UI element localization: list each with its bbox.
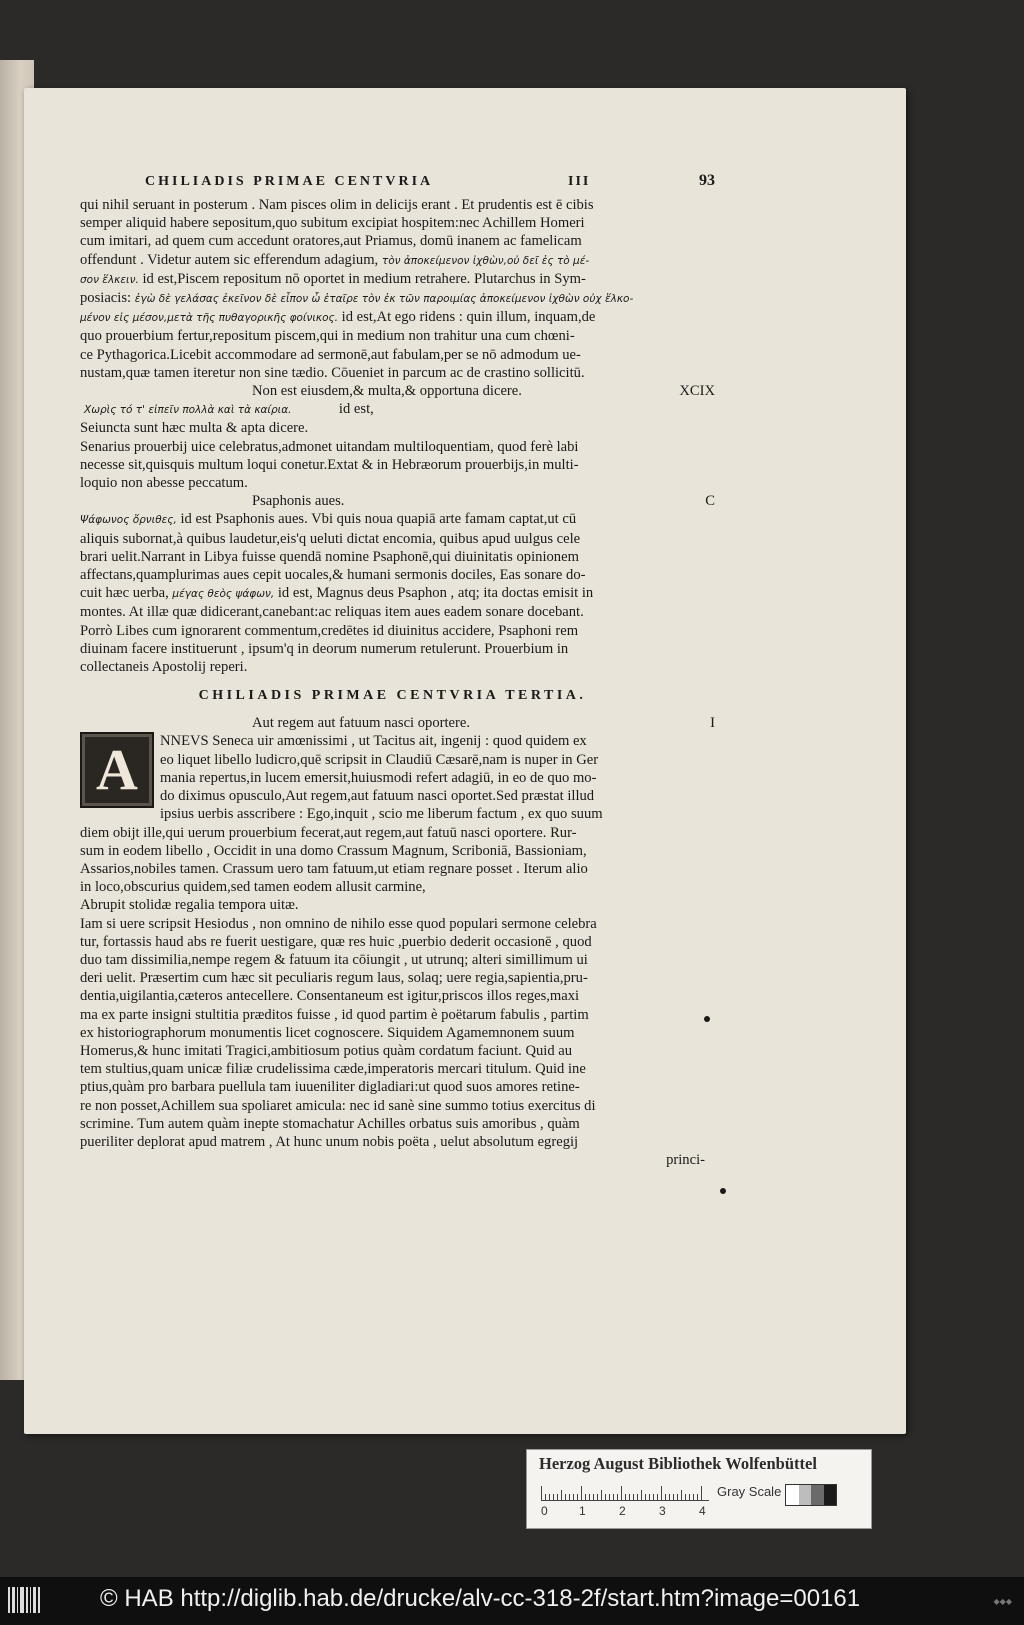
ruler-number: 1 (579, 1504, 586, 1518)
running-head-century-number: III (568, 174, 591, 189)
ruler-tick (673, 1494, 674, 1500)
gray-swatch-cell (811, 1485, 824, 1505)
ruler-tick (685, 1494, 686, 1500)
footer-marker: ◆◆◆ (993, 1597, 1012, 1606)
text-line: Porrò Libes cum ignorarent commentum,credētes id diuinitus accidere, Psaphoni rem (80, 622, 579, 639)
greek-quote: τὸν ἀποκείμενον ἰχθὼν,οὐ δεῖ ἐς τὸ μέ- (381, 254, 590, 267)
ruler-tick (669, 1494, 670, 1500)
text-line (80, 289, 715, 308)
text-span: id est, Magnus deus Psaphon , atq; ita doctas emisit in (274, 585, 594, 602)
text-line: Homerus,& hunc imitati Tragici,ambitiosum potius quàm cordatum faciunt. Quid au (80, 1042, 573, 1059)
copyright-url[interactable]: © HAB http://diglib.hab.de/drucke/alv-cc-318-2f/start.htm?image=00161 (100, 1585, 861, 1612)
text-line: sum in eodem libello , Occidit in una domo Crassum Magnum, Scriboniā, Bassioniam, (80, 842, 587, 859)
ruler-tick (601, 1490, 602, 1500)
ruler-tick (565, 1494, 566, 1500)
ruler-tick (697, 1494, 698, 1500)
ruler-number: 2 (619, 1504, 626, 1518)
section-title: CHILIADIS PRIMAE CENTVRIA TERTIA. (198, 688, 587, 704)
ruler-tick (621, 1486, 622, 1500)
ruler-tick (569, 1494, 570, 1500)
text-span: cuit hæc uerba, (80, 585, 169, 602)
text-line: deri uelit. Præsertim cum hæc sit peculiaris regum laus, solaq; uere regia,sapientia,pru- (80, 970, 588, 987)
ruler-tick (677, 1494, 678, 1500)
ruler-tick (701, 1486, 702, 1500)
ruler-tick (597, 1494, 598, 1500)
text-line: scrimine. Tum autem quàm inepte stomachatur Achilles orbatus suis amoribus , quàm (80, 1115, 580, 1132)
text-line: diuinam facere instituerunt , ipsum'q in deorum numerum retulerunt. Prouerbium in (80, 640, 569, 657)
verse-line: Abrupit stolidæ regalia tempora uitæ. (80, 897, 299, 914)
ruler-tick (689, 1494, 690, 1500)
ruler-tick (641, 1490, 642, 1500)
text-line: montes. At illæ quæ didicerant,canebant:ac reliquas item aues eadem sonare docebant. (80, 604, 584, 621)
text-line (80, 584, 715, 603)
running-head-title: CHILIADIS PRIMAE CENTVRIA (145, 174, 434, 189)
text-line: ma ex parte insigni stultitia præditos fuisse , id quod partim è poëtarum fabulis , partim (80, 1006, 589, 1023)
gray-scale-label: Gray Scale (717, 1484, 782, 1499)
text-line: re non posset,Achillem sua spoliaret amicula: nec id sanè sine summo totius exercitus di (80, 1097, 596, 1114)
text-line (80, 510, 715, 529)
text-line: NNEVS Seneca uir amœnissimi , ut Tacitus ait, ingenij : quod quidem ex (160, 733, 587, 750)
ruler-tick (557, 1494, 558, 1500)
text-line: loquio non abesse peccatum. (80, 475, 248, 492)
text-line: cum imitari, ad quem cum accedunt oratores,aut Priamus, domū inanem ac famelicam (80, 233, 582, 250)
text-line: Assarios,nobiles tamen. Crassum uero tam fatuum,ut etiam regnare posset . Iterum alio (80, 860, 588, 877)
text-line: pueriliter deplorat apud matrem , At hunc unum nobis poëta , uelut absolutum egregij (80, 1133, 579, 1150)
ruler-tick (613, 1494, 614, 1500)
text-line: tur, fortassis haud abs re fuerit uestigare, quæ res huic ,puerbio dederit occasionē , quod (80, 933, 592, 950)
ruler-tick (573, 1494, 574, 1500)
greek-quote: μένον εἰς μέσον,μετὰ τῆς πυθαγορικῆς φοίνικος. (80, 312, 339, 325)
catchword: princi- (666, 1152, 705, 1169)
barcode-icon (8, 1587, 42, 1613)
adage-heading (80, 714, 715, 732)
ruler-tick (541, 1486, 542, 1500)
ruler-number: 3 (659, 1504, 666, 1518)
ruler-tick (633, 1494, 634, 1500)
adage-title: Aut regem aut fatuum nasci oportere. (252, 715, 471, 732)
ruler-number: 0 (541, 1504, 548, 1518)
adage-heading (80, 382, 715, 400)
greek-quote: σον ἕλκειν. (80, 273, 139, 286)
ruler-tick (605, 1494, 606, 1500)
text-line: quo prouerbium fertur,repositum piscem,qui in medium non trahitur una cum chœni- (80, 328, 575, 345)
text-line: ipsius uerbis asscribere : Ego,inquit , scio me liberum factum , ex quo suum (160, 806, 603, 823)
ruler-tick (649, 1494, 650, 1500)
adage-numeral: I (710, 715, 715, 732)
paper-hole (720, 1188, 726, 1194)
gray-swatch-cell (824, 1485, 837, 1505)
ruler-number: 4 (699, 1504, 706, 1518)
drop-cap-paragraph (80, 732, 715, 823)
measurement-ruler (541, 1480, 709, 1501)
adage-numeral: C (705, 493, 715, 510)
adage-title: Psaphonis aues. (252, 493, 345, 510)
text-line: semper aliquid habere sepositum,quo subitum excipiat hospitem:nec Achillem Homeri (80, 215, 585, 232)
text-line (80, 400, 715, 419)
library-name: Herzog August Bibliothek Wolfenbüttel (539, 1454, 817, 1473)
text-line: brari uelit.Narrant in Libya fuisse quendā nomine Psaphonē,qui diuinitatis opinionem (80, 548, 579, 565)
text-line: Senarius prouerbij uice celebratus,admonet uitandam multiloquentiam, quod ferè labi (80, 438, 579, 455)
text-line (80, 308, 715, 327)
decorated-initial: A (80, 732, 154, 808)
text-line: mania repertus,in lucem emersit,huiusmodi refert adagiū, in eo de quo mo- (160, 769, 597, 786)
text-span: id est,At ego ridens : quin illum, inquam,de (338, 309, 596, 326)
ruler-tick (637, 1494, 638, 1500)
book-page (24, 88, 906, 1434)
text-line (80, 270, 715, 289)
text-line: ex historiographorum monumentis licet cognoscere. Siquidem Agamemnonem suum (80, 1024, 575, 1041)
text-line: tem stultius,quam unicæ filiæ crudelissima cæde,imperatoris mercari titulum. Quid ine (80, 1061, 586, 1078)
ruler-tick (549, 1494, 550, 1500)
text-span: posiacis: (80, 290, 132, 307)
text-line: Iam si uere scripsit Hesiodus , non omnino de nihilo esse quod populari sermone celebra (80, 915, 597, 932)
text-span: offendunt . Videtur autem sic efferendum adagium, (80, 251, 379, 268)
text-line: do diximus opusculo,Aut regem,aut fatuum nasci oportet.Sed præstat illud (160, 788, 595, 805)
ruler-tick (645, 1494, 646, 1500)
viewer-footer-bar (0, 1577, 1024, 1625)
paper-hole (704, 1016, 710, 1022)
ruler-tick (545, 1494, 546, 1500)
text-line: necesse sit,quisquis multum loqui conetur.Extat & in Hebræorum prouerbijs,in multi- (80, 456, 579, 473)
ruler-tick (561, 1490, 562, 1500)
ruler-tick (617, 1494, 618, 1500)
adage-title: Non est eiusdem,& multa,& opportuna dicere. (252, 383, 522, 400)
ruler-tick (681, 1490, 682, 1500)
page-number: 93 (699, 172, 715, 189)
running-head (80, 172, 715, 196)
ruler-tick (585, 1494, 586, 1500)
greek-quote: Ψάφωνος ὄρνιθες, (80, 514, 177, 527)
text-line: affectans,quamplurimas aues cepit uocales,& humani sermonis dociles, Eas sonare do- (80, 567, 586, 584)
ruler-tick (577, 1494, 578, 1500)
text-line: collectaneis Apostolij reperi. (80, 659, 248, 676)
greek-quote: Χωρὶς τό τ' εἰπεῖν πολλὰ καὶ τὰ καίρια. (84, 404, 292, 417)
gray-swatch-cell (799, 1485, 812, 1505)
text-span: id est, (338, 401, 374, 418)
text-line: qui nihil seruant in posterum . Nam pisces olim in delicijs erant . Et prudentis est ē cibis (80, 197, 594, 213)
page-text-block (80, 172, 715, 1169)
text-line: in loco,obscurius quidem,sed tamen eodem allusit carmine, (80, 879, 426, 896)
ruler-tick (625, 1494, 626, 1500)
ruler-tick (665, 1494, 666, 1500)
ruler-tick (581, 1486, 582, 1500)
ruler-tick (593, 1494, 594, 1500)
text-line: Seiuncta sunt hæc multa & apta dicere. (80, 420, 309, 437)
ruler-tick (657, 1494, 658, 1500)
ruler-tick (589, 1494, 590, 1500)
text-line: nustam,quæ tamen iteretur non sine tædio. Cōueniet in parcum ac de crastino sollicitū. (80, 364, 585, 381)
ruler-tick (661, 1486, 662, 1500)
library-color-scale-card (526, 1449, 872, 1529)
greek-quote: ἐγὼ δὲ γελάσας ἐκεῖνον δὲ εἶπον ὦ ἑταῖρε τὸν ἐκ τῶν παροιμίας ἀποκείμενον ἰχθὼν οὐχ ἕλκο- (134, 293, 634, 306)
ruler-tick (609, 1494, 610, 1500)
text-line: diem obijt ille,qui uerum prouerbium fecerat,aut regem,aut fatuū nasci oportere. Rur- (80, 824, 577, 841)
adage-heading (80, 492, 715, 510)
text-line (80, 251, 715, 270)
text-line: aliquis subornat,à quibus laudetur,eis'q ueluti dictat encomia, quibus apud uulgus cele (80, 530, 581, 547)
text-span: id est,Piscem repositum nō oportet in medium retrahere. Plutarchus in Sym- (138, 270, 586, 287)
text-line: dentia,uigilantia,cæteros antecellere. Consentaneum est igitur,priscos illos reges,maxi (80, 988, 580, 1005)
ruler-tick (553, 1494, 554, 1500)
text-line: eo liquet libello ludicro,quē scripsit in Claudiū Cæsarē,nam is nuper in Ger (160, 751, 599, 768)
adage-numeral: XCIX (679, 383, 715, 400)
text-span: id est Psaphonis aues. Vbi quis noua quapiā arte famam captat,ut cū (176, 511, 577, 528)
gray-scale-swatch (785, 1484, 837, 1506)
text-line: duo tam dissimilia,nempe regem & fatuum ita cōiungit , ut utrunq; alteri simillimum ui (80, 951, 588, 968)
ruler-tick (629, 1494, 630, 1500)
text-line: ptius,quàm pro barbara puellula tam iuueniliter digladiari:ut quod suos amores retine- (80, 1079, 580, 1096)
gray-swatch-cell (786, 1485, 799, 1505)
greek-quote: μέγας θεὸς ψάφων, (172, 588, 275, 601)
ruler-tick (693, 1494, 694, 1500)
text-line: ce Pythagorica.Licebit accommodare ad sermonē,aut fabulam,per se nō admodum ue- (80, 346, 581, 363)
ruler-tick (653, 1494, 654, 1500)
